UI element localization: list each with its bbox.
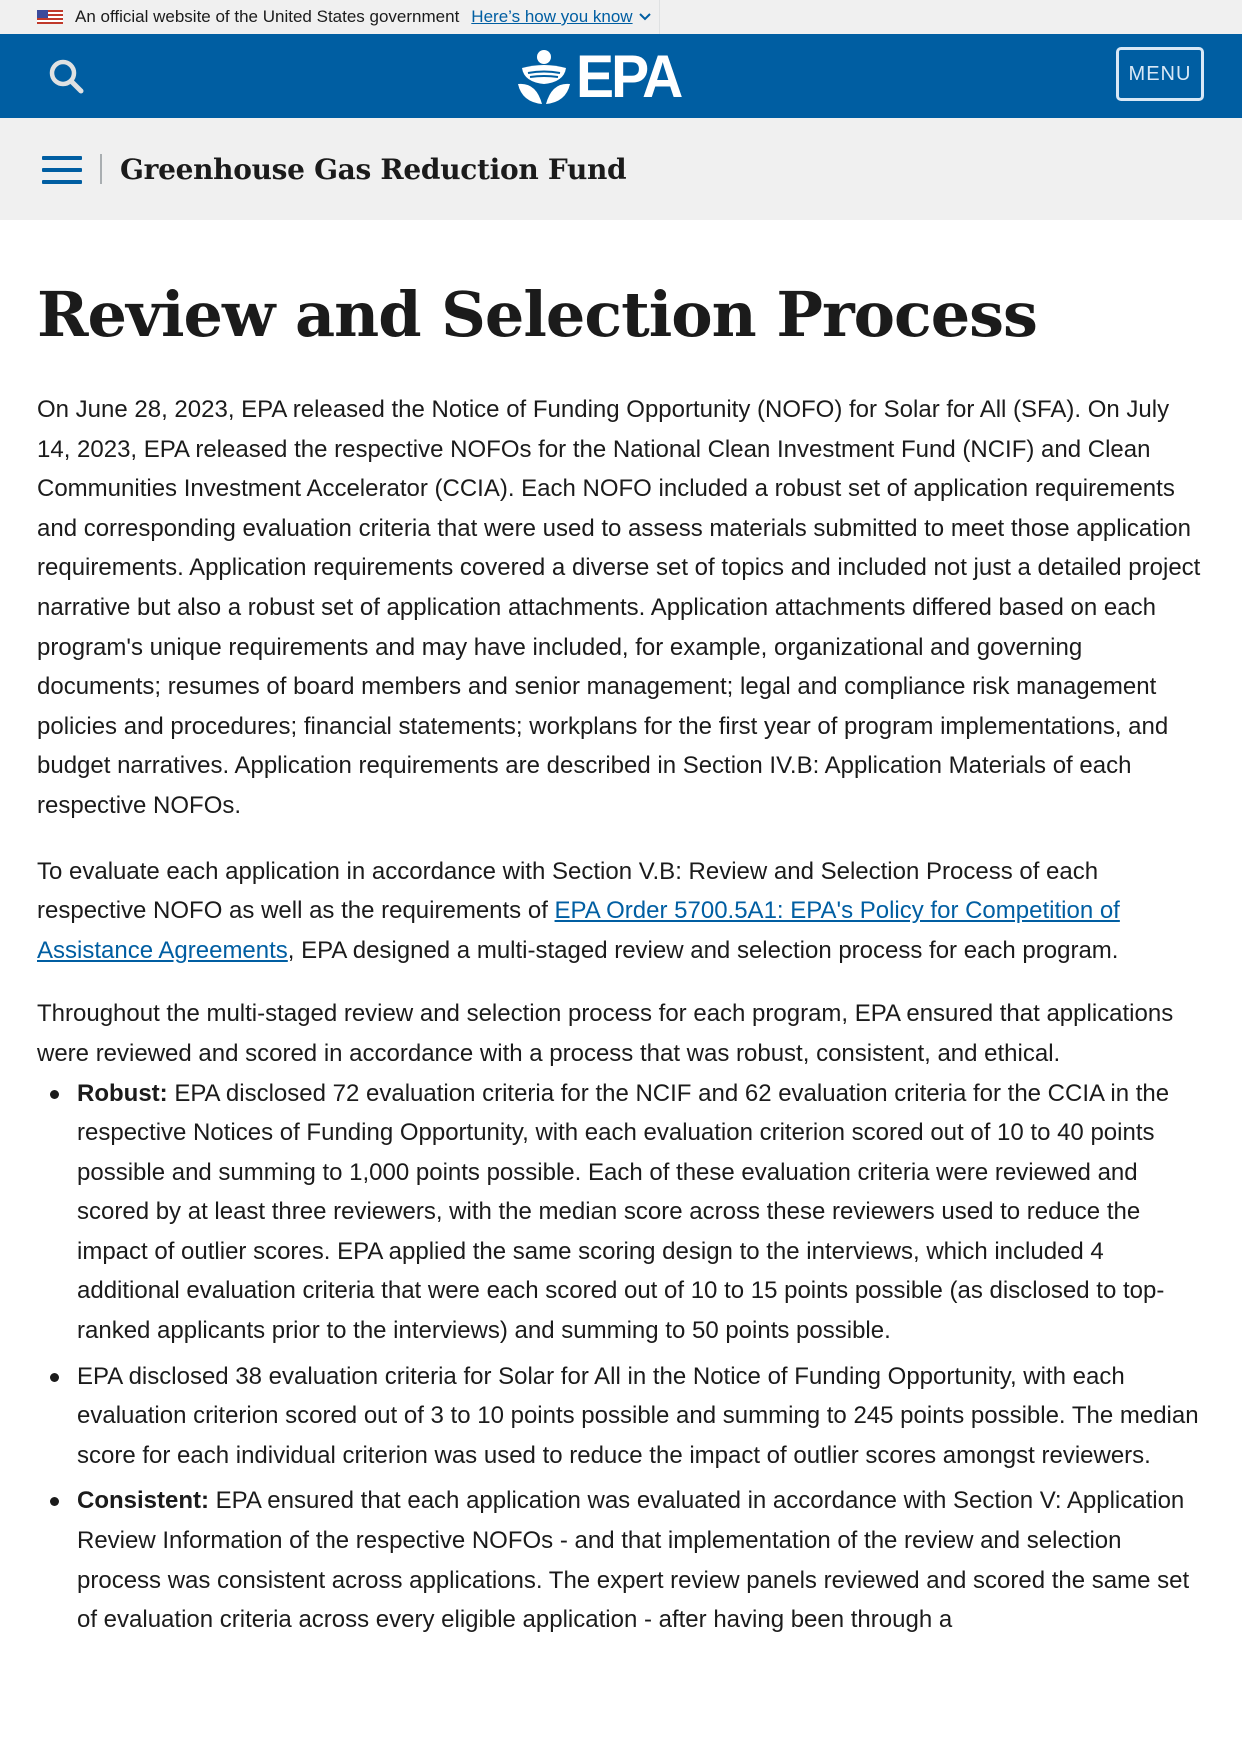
gov-banner-text: An official website of the United States government: [75, 7, 460, 26]
epa-order-link[interactable]: EPA Order 5700.5A1: EPA's Policy for Competition of Assistance Agreements: [37, 897, 1120, 964]
epa-flower-icon: [516, 48, 572, 106]
list-item: [77, 1481, 1205, 1639]
bullet-text: EPA disclosed 38 evaluation criteria for Solar for All in the Notice of Funding Opportunity, with each evaluation criterion scored out of 3 to 10 points possible and summing to 245 points possible. The median score for each individual criterion was used to reduce the impact of outlier scores amongst reviewers.: [77, 1362, 1199, 1469]
how-you-know-link[interactable]: Here’s how you know: [471, 7, 633, 26]
bullet-text: EPA disclosed 72 evaluation criteria for the NCIF and 62 evaluation criteria for the CCIA in the respective Notices of Funding Opportunity, with each evaluation criterion scored out of 10 to 40 points possible and summing to 1,000 points possible. Each of these evaluation criteria were reviewed and scored by at least three reviewers, with the median score across these reviewers used to reduce the impact of outlier scores. EPA applied the same scoring design to the interviews, which included 4 additional evaluation criteria that were each scored out of 10 to 15 points possible (as disclosed to top-ranked applicants prior to the interviews) and summing to 50 points possible.: [77, 1079, 1170, 1345]
bullet-label: Robust:: [77, 1079, 168, 1107]
search-button[interactable]: [46, 56, 88, 98]
list-item: [77, 1357, 1205, 1476]
us-flag-icon: [37, 10, 63, 24]
site-header: [0, 34, 1242, 118]
logo-text: EPA: [576, 43, 681, 110]
divider: [100, 154, 102, 184]
menu-button[interactable]: MENU: [1116, 47, 1204, 101]
intro-paragraph: On June 28, 2023, EPA released the Notice of Funding Opportunity (NOFO) for Solar for All (SFA). On July 14, 2023, EPA released the respective NOFOs for the National Clean Investment Fund (NCIF) and Clean Communities Investment Accelerator (CCIA). Each NOFO included a robust set of application requirements and corresponding evaluation criteria that were used to assess materials submitted to meet those application requirements. Application requirements covered a diverse set of topics and included not just a detailed project narrative but also a robust set of application attachments. Application attachments differed based on each program's unique requirements and may have included, for example, organizational and governing documents; resumes of board members and senior management; legal and compliance risk management policies and procedures; financial statements; workplans for the first year of program implementations, and budget narratives. Application requirements are described in Section IV.B: Application Materials of each respective NOFOs.: [37, 396, 1201, 819]
page-title: Review and Selection Process: [37, 278, 1037, 351]
bullet-label: Consistent:: [77, 1487, 209, 1515]
list-item: [77, 1074, 1205, 1351]
section-title[interactable]: Greenhouse Gas Reduction Fund: [120, 152, 627, 186]
hamburger-icon[interactable]: [42, 156, 82, 184]
evaluation-paragraph: [37, 852, 1205, 971]
main-content: [0, 278, 1242, 1640]
how-you-know-toggle[interactable]: [459, 0, 659, 34]
search-icon: [46, 56, 88, 98]
paragraph-text: To evaluate each application in accordance with Section V.B: Review and Selection Process of each respective NOFO as well as the requirements of: [37, 857, 1099, 925]
bullet-text: EPA ensured that each application was evaluated in accordance with Section V: Application Review Information of the respective NOFOs - and that implementation of the review and selection process was consistent across applications. The expert review panels reviewed and scored the same set of evaluation criteria across every eligible application - after having been through a: [77, 1487, 1190, 1634]
process-paragraph: Throughout the multi-staged review and selection process for each program, EPA ensured that applications were reviewed and scored in accordance with a process that was robust, consistent, and ethical.: [37, 1000, 1174, 1067]
section-header: [0, 118, 1242, 220]
paragraph-text: , EPA designed a multi-staged review and selection process for each program.: [287, 936, 1119, 964]
epa-logo[interactable]: [516, 43, 686, 110]
gov-banner: [0, 0, 1242, 34]
chevron-down-icon: [639, 9, 651, 24]
criteria-list: [37, 1074, 1205, 1640]
